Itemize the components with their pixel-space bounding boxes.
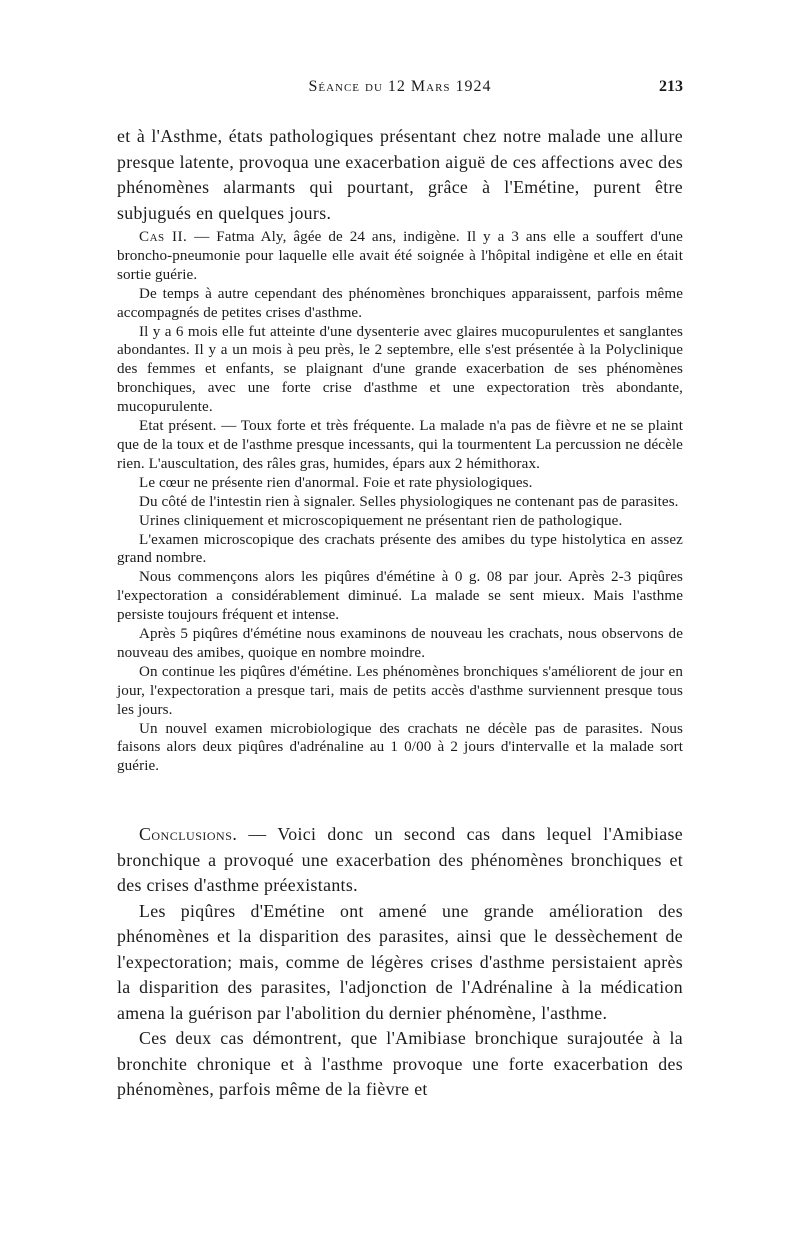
case-paragraph: Etat présent. — Toux forte et très fréquente. La malade n'a pas de fièvre et ne se plaint que de la toux et de l'asthme presque incessants, qui la tourmentent La percussion ne décèle rien. L'auscultation, des râles gras, humides, épars aux 2 hémithorax. xyxy=(117,418,683,472)
case-paragraph: Le cœur ne présente rien d'anormal. Foie et rate physiologiques. xyxy=(139,474,533,491)
case-label: Cas II. xyxy=(139,229,188,245)
case-paragraph-text: — Fatma Aly, âgée de 24 ans, indigène. Il y a 3 ans elle a souffert d'une broncho-pneumonie pour laquelle elle avait été soignée à l'hôpital indigène et elle en était sortie guérie. xyxy=(117,229,683,283)
case-paragraph: De temps à autre cependant des phénomènes bronchiques apparaissent, parfois même accompagnés de petites crises d'asthme. xyxy=(117,285,683,321)
case-paragraph: Nous commençons alors les piqûres d'émétine à 0 g. 08 par jour. Après 2-3 piqûres l'expectoration a considérablement diminué. La malade se sent mieux. Mais l'asthme persiste toujours fréquent et intense. xyxy=(117,569,683,624)
running-title: Séance du 12 Mars 1924 xyxy=(308,78,492,95)
conclusions-paragraph: Les piqûres d'Emétine ont amené une grande amélioration des phénomènes et la disparition des parasites, ainsi que le dessèchement de l'expectoration; mais, comme de légères crises d'asthme persistaient après la disparition des parasites, l'adjonction de l'Adrénaline à la médication amena la guérison par l'abolition du dernier phénomène, l'asthme. xyxy=(117,900,683,1023)
case-paragraph: Un nouvel examen microbiologique des crachats ne décèle pas de parasites. Nous faisons alors deux piqûres d'adrénaline au 1 0/00 à 2 jours d'intervalle et la malade sort guérie. xyxy=(117,720,683,775)
case-paragraph: Après 5 piqûres d'émétine nous examinons de nouveau les crachats, nous observons de nouveau des amibes, quoique en nombre moindre. xyxy=(117,626,683,661)
intro-block xyxy=(117,124,683,226)
conclusions-paragraph-text: — Voici donc un second cas dans lequel l'Amibiase bronchique a provoqué une exacerbation des phénomènes bronchiques et des crises d'asthme préexistants. xyxy=(117,824,683,895)
page-header xyxy=(117,78,683,102)
case-paragraph: On continue les piqûres d'émétine. Les phénomènes bronchiques s'améliorent de jour en jour, l'expectoration a presque tari, mais de petits accès d'asthme surviennent presque tous les jours. xyxy=(117,663,683,718)
case-paragraph: Il y a 6 mois elle fut atteinte d'une dysenterie avec glaires mucopurulentes et sanglantes abondantes. Il y a un mois à peu près, le 2 septembre, elle s'est présentée à la Polyclinique des femmes et enfants, se plaignant d'une grande exacerbation de ses phénomènes bronchiques, avec une forte crise d'asthme et une expectoration très abondante, mucopurulente. xyxy=(117,323,683,416)
case-paragraph xyxy=(117,228,683,285)
conclusions-paragraph xyxy=(117,822,683,899)
conclusions-block xyxy=(117,822,683,1103)
conclusions-label: Conclusions. xyxy=(139,824,238,844)
case-paragraph: Urines cliniquement et microscopiquement ne présentant rien de pathologique. xyxy=(139,512,623,529)
case-block xyxy=(117,228,683,776)
conclusions-paragraph: Ces deux cas démontrent, que l'Amibiase bronchique surajoutée à la bronchite chronique et à l'asthme provoque une forte exacerbation des phénomènes, parfois même de la fièvre et xyxy=(117,1028,683,1099)
case-paragraph: L'examen microscopique des crachats présente des amibes du type histolytica en assez grand nombre. xyxy=(117,531,683,567)
intro-paragraph: et à l'Asthme, états pathologiques présentant chez notre malade une allure presque latente, provoqua une exacerbation aiguë de ces affections avec des phénomènes alarmants qui pourtant, grâce à l'Emétine, purent être subjugués en quelques jours. xyxy=(117,126,683,223)
case-paragraph: Du côté de l'intestin rien à signaler. Selles physiologiques ne contenant pas de parasites. xyxy=(139,493,679,510)
page-number: 213 xyxy=(659,78,683,95)
